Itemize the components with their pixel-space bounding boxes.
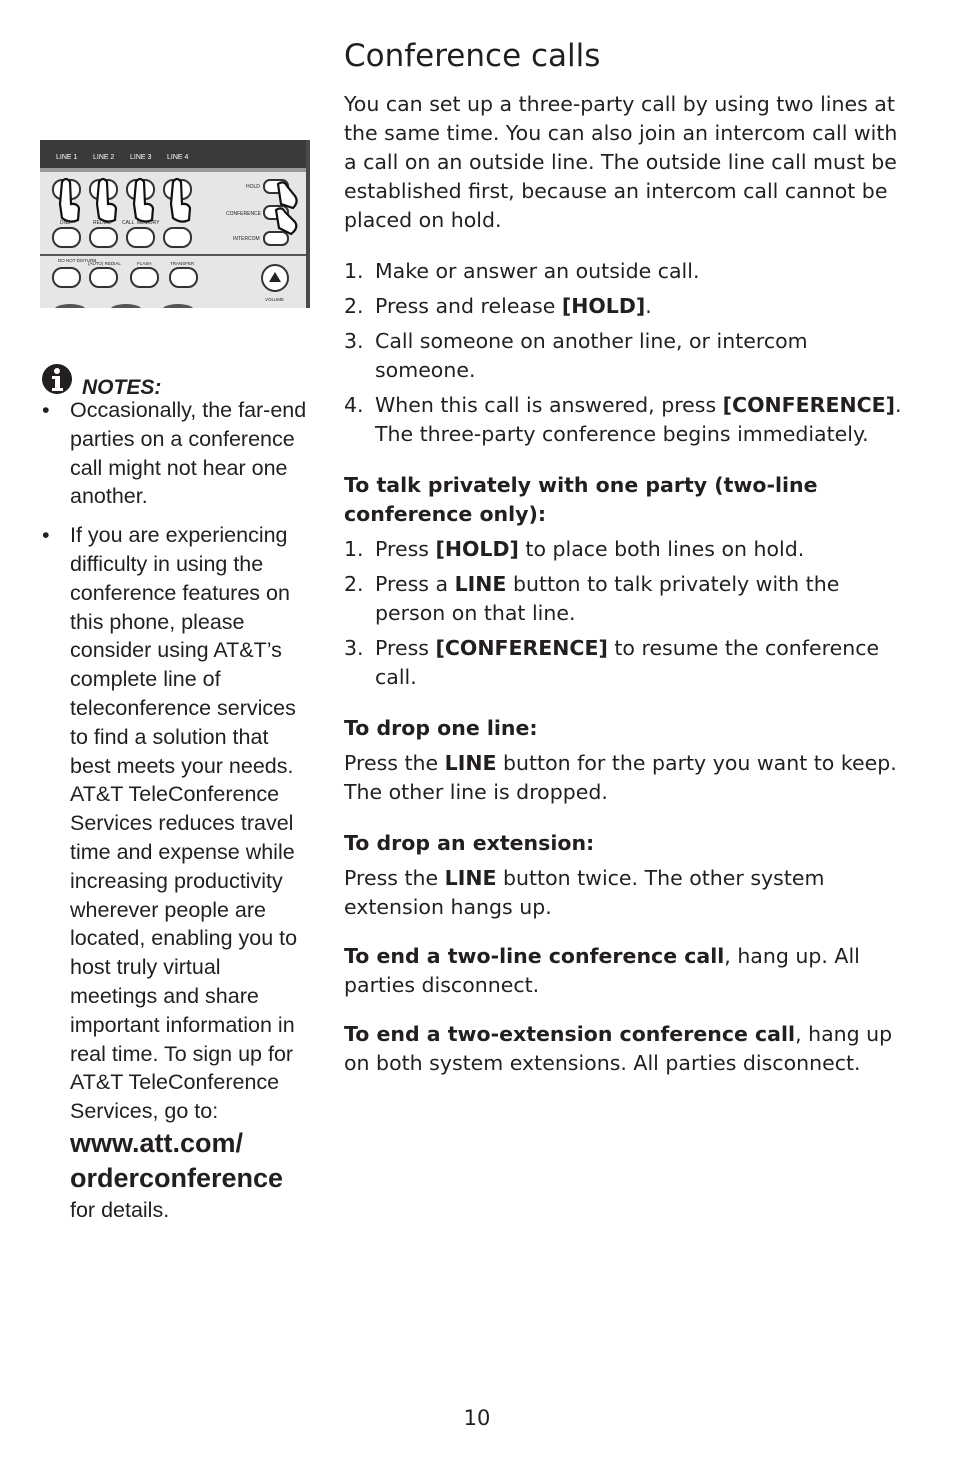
end-two-line-heading: To end a two-line conference call (344, 944, 725, 968)
paragraph-text: Press the (344, 751, 445, 775)
step-text-end: . The three-party conference begins immediately. (375, 393, 902, 446)
step-text: Press (375, 537, 436, 561)
step-text-end: button to talk privately with the person on that line. (375, 572, 840, 625)
phone-keypad-illustration (40, 140, 310, 308)
drop-extension-paragraph (344, 864, 904, 922)
paragraph-text-end: , hang up. All parties disconnect. (344, 944, 860, 997)
step-number: 2. (344, 572, 364, 596)
step-number: 1. (344, 537, 364, 561)
step-number: 2. (344, 294, 364, 318)
private-talk-heading: To talk privately with one party (two-line conference only): (344, 473, 818, 526)
private-step (344, 634, 904, 692)
step-number: 3. (344, 636, 364, 660)
paragraph-text: Press the (344, 866, 445, 890)
end-two-line-paragraph (344, 942, 904, 1000)
drop-line-paragraph (344, 749, 904, 807)
line-4-label: LINE 4 (167, 154, 189, 161)
paragraph-text-end: button twice. The other system extension hangs up. (344, 866, 825, 919)
private-step (344, 535, 904, 564)
url-line-2: orderconference (70, 1162, 284, 1193)
paragraph-text-end: , hang up on both system extensions. All parties disconnect. (344, 1022, 893, 1075)
step-number: 4. (344, 393, 364, 417)
step-text: Press and release (375, 294, 562, 318)
note-item (40, 521, 312, 1225)
step-text-end: to place both lines on hold. (518, 537, 805, 561)
dnd-label: DND (60, 220, 71, 226)
notes-title: NOTES: (82, 376, 162, 399)
redial-label: REDIAL (93, 220, 112, 226)
volume-label: VOLUME (265, 297, 285, 302)
flash-label: FLASH (137, 261, 152, 266)
step-text: Make or answer an outside call. (375, 259, 700, 283)
order-conference-link[interactable] (70, 1126, 312, 1196)
setup-step (344, 292, 904, 321)
note-item (40, 396, 312, 511)
info-icon (40, 362, 76, 396)
page-title: Conference calls (344, 38, 601, 74)
step-text: Press (375, 636, 436, 660)
page-number: 10 (463, 1406, 491, 1430)
notes-list (40, 396, 312, 1225)
hold-label: HOLD (246, 184, 260, 190)
end-two-extension-heading: To end a two-extension conference call (344, 1022, 796, 1046)
end-two-extension-paragraph (344, 1020, 904, 1078)
line-1-label: LINE 1 (56, 154, 78, 161)
setup-steps (344, 257, 904, 449)
drop-extension-heading: To drop an extension: (344, 831, 595, 855)
step-number: 1. (344, 259, 364, 283)
setup-step (344, 391, 904, 449)
step-text: Press a (375, 572, 455, 596)
main-content (344, 36, 904, 1078)
hold-key-label: [HOLD] (435, 537, 519, 561)
step-number: 3. (344, 329, 364, 353)
paragraph-text-end: button for the party you want to keep. The other line is dropped. (344, 751, 897, 804)
step-text: When this call is answered, press (375, 393, 723, 417)
line-2-label: LINE 2 (93, 154, 115, 161)
intro-paragraph: You can set up a three-party call by using two lines at the same time. You can also join an intercom call with a call on an outside line. The outside line call must be established first, because an intercom call cannot be placed on hold. (344, 92, 898, 232)
private-steps (344, 535, 904, 692)
drop-line-heading: To drop one line: (344, 716, 538, 740)
auto-redial-label: (AUTO) REDIAL (88, 261, 121, 266)
setup-step (344, 257, 904, 286)
conference-label: CONFERENCE (226, 211, 262, 217)
call-label: CALL (122, 220, 135, 226)
conference-key-label: [CONFERENCE] (435, 636, 608, 660)
memory-label: MEMORY (137, 220, 160, 226)
line-3-label: LINE 3 (130, 154, 152, 161)
conference-key-label: [CONFERENCE] (722, 393, 896, 417)
line-key-label: LINE (454, 572, 507, 596)
step-text-end: . (645, 294, 652, 318)
step-text: Call someone on another line, or intercom someone. (375, 329, 808, 382)
url-line-1: www.att.com/ (70, 1127, 244, 1158)
intercom-label: INTERCOM (233, 236, 260, 242)
note-text: Occasionally, the far-end parties on a conference call might not hear one another. (70, 398, 307, 509)
for-details-text: for details. (70, 1197, 170, 1222)
transfer-label: TRANSFER (170, 261, 195, 266)
line-key-label: LINE (444, 751, 497, 775)
notes-sidebar (40, 360, 312, 1225)
notes-header (40, 360, 312, 399)
line-key-label: LINE (444, 866, 497, 890)
private-step (344, 570, 904, 628)
dnd-bottom-label: DO NOT DISTURB (58, 258, 97, 263)
step-text-end: to resume the conference call. (375, 636, 880, 689)
hold-key-label: [HOLD] (561, 294, 646, 318)
setup-step (344, 327, 904, 385)
note-text: If you are experiencing difficulty in using the conference features on this phone, please consider using AT&T’s complete line of teleconference services to find a solution that best meets your needs. AT&T TeleConference Services reduces travel time and expense while increasing productivity wherever people are located, enabling you to host truly virtual meetings and share important information in real time. To sign up for AT&T TeleConference Services, go to: (70, 523, 298, 1124)
